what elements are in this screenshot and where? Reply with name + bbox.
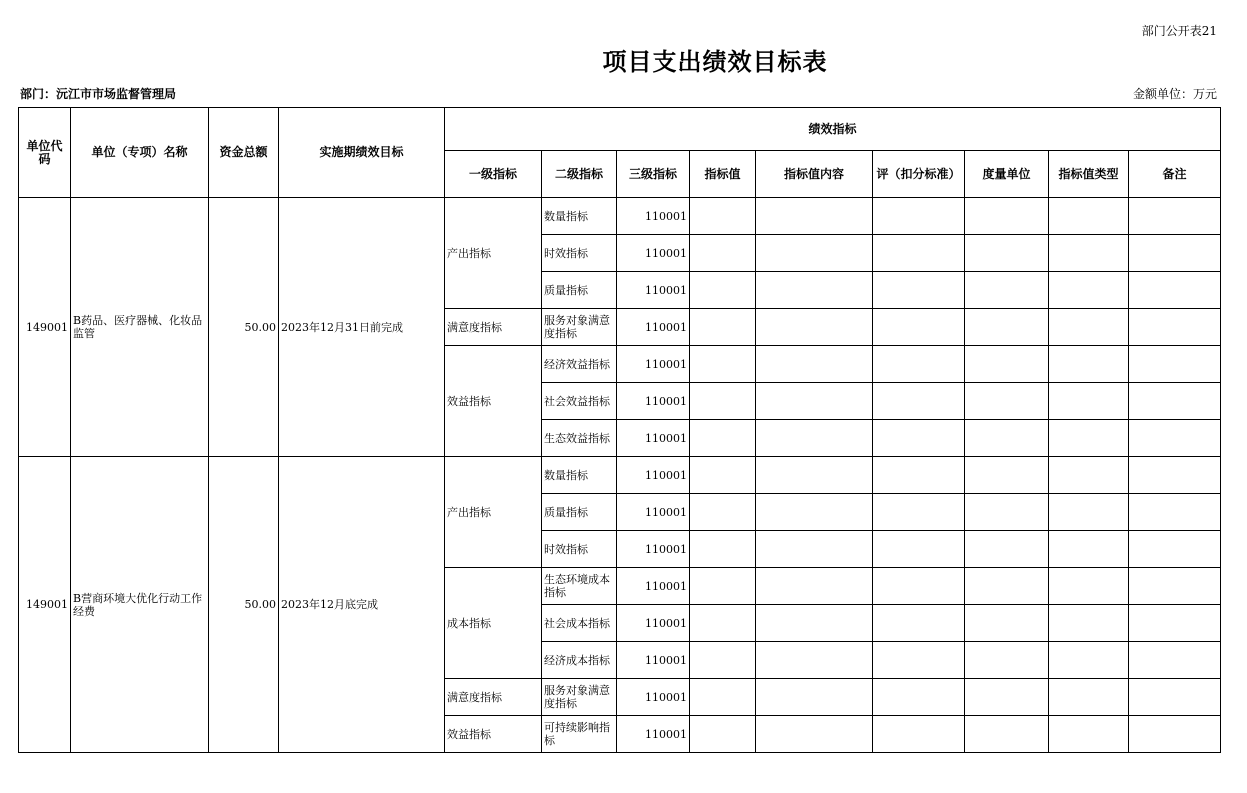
- level2-cell: 可持续影响指标: [542, 716, 617, 753]
- unit-name-cell: B药品、医疗器械、化妆品监管: [71, 198, 209, 457]
- header-scoring: 评（扣分标准）: [873, 151, 965, 198]
- amount-cell: 50.00: [209, 457, 279, 753]
- header-indicators: 绩效指标: [445, 108, 1221, 151]
- level3-cell: 110001: [617, 531, 690, 568]
- level2-cell: 质量指标: [542, 272, 617, 309]
- header-value: 指标值: [690, 151, 756, 198]
- level3-cell: 110001: [617, 420, 690, 457]
- level3-cell: 110001: [617, 383, 690, 420]
- header-level1: 一级指标: [445, 151, 542, 198]
- header-unit-name: 单位（专项）名称: [71, 108, 209, 198]
- level3-cell: 110001: [617, 198, 690, 235]
- level2-cell: 质量指标: [542, 494, 617, 531]
- level3-cell: 110001: [617, 642, 690, 679]
- header-remark: 备注: [1129, 151, 1221, 198]
- level2-cell: 经济成本指标: [542, 642, 617, 679]
- level1-cell: 满意度指标: [445, 309, 542, 346]
- table-row: [19, 457, 1221, 494]
- level3-cell: 110001: [617, 679, 690, 716]
- level2-cell: 社会效益指标: [542, 383, 617, 420]
- level3-cell: 110001: [617, 716, 690, 753]
- level1-cell: 效益指标: [445, 716, 542, 753]
- level3-cell: 110001: [617, 235, 690, 272]
- unit-name-cell: B营商环境大优化行动工作经费: [71, 457, 209, 753]
- department-label: 部门：沅江市市场监督管理局: [20, 87, 177, 101]
- level2-cell: 服务对象满意度指标: [542, 679, 617, 716]
- header-value-type: 指标值类型: [1049, 151, 1129, 198]
- unit-code-cell: 149001: [19, 457, 71, 753]
- level3-cell: 110001: [617, 457, 690, 494]
- header-total-funds: 资金总额: [209, 108, 279, 198]
- header-unit-code: 单位代码: [19, 108, 71, 198]
- table-number: 部门公开表21: [1141, 24, 1217, 38]
- level1-cell: 满意度指标: [445, 679, 542, 716]
- level2-cell: 时效指标: [542, 531, 617, 568]
- level2-cell: 经济效益指标: [542, 346, 617, 383]
- amount-cell: 50.00: [209, 198, 279, 457]
- level2-cell: 数量指标: [542, 198, 617, 235]
- level2-cell: 时效指标: [542, 235, 617, 272]
- level1-cell: 产出指标: [445, 457, 542, 568]
- level2-cell: 社会成本指标: [542, 605, 617, 642]
- level1-cell: 产出指标: [445, 198, 542, 309]
- header-level2: 二级指标: [542, 151, 617, 198]
- header-value-content: 指标值内容: [756, 151, 873, 198]
- goal-cell: 2023年12月底完成: [279, 457, 445, 753]
- level3-cell: 110001: [617, 568, 690, 605]
- level1-cell: 成本指标: [445, 568, 542, 679]
- page-title: 项目支出绩效目标表: [602, 47, 828, 76]
- performance-goal-table: [18, 107, 1221, 753]
- level3-cell: 110001: [617, 309, 690, 346]
- level3-cell: 110001: [617, 494, 690, 531]
- level2-cell: 服务对象满意度指标: [542, 309, 617, 346]
- level3-cell: 110001: [617, 272, 690, 309]
- level3-cell: 110001: [617, 346, 690, 383]
- level2-cell: 数量指标: [542, 457, 617, 494]
- level1-cell: 效益指标: [445, 346, 542, 457]
- unit-code-cell: 149001: [19, 198, 71, 457]
- header-level3: 三级指标: [617, 151, 690, 198]
- header-goal: 实施期绩效目标: [279, 108, 445, 198]
- goal-cell: 2023年12月31日前完成: [279, 198, 445, 457]
- level2-cell: 生态效益指标: [542, 420, 617, 457]
- amount-unit-label: 金额单位：万元: [1132, 87, 1217, 101]
- level2-cell: 生态环境成本指标: [542, 568, 617, 605]
- level3-cell: 110001: [617, 605, 690, 642]
- table-row: [19, 198, 1221, 235]
- header-measure-unit: 度量单位: [965, 151, 1049, 198]
